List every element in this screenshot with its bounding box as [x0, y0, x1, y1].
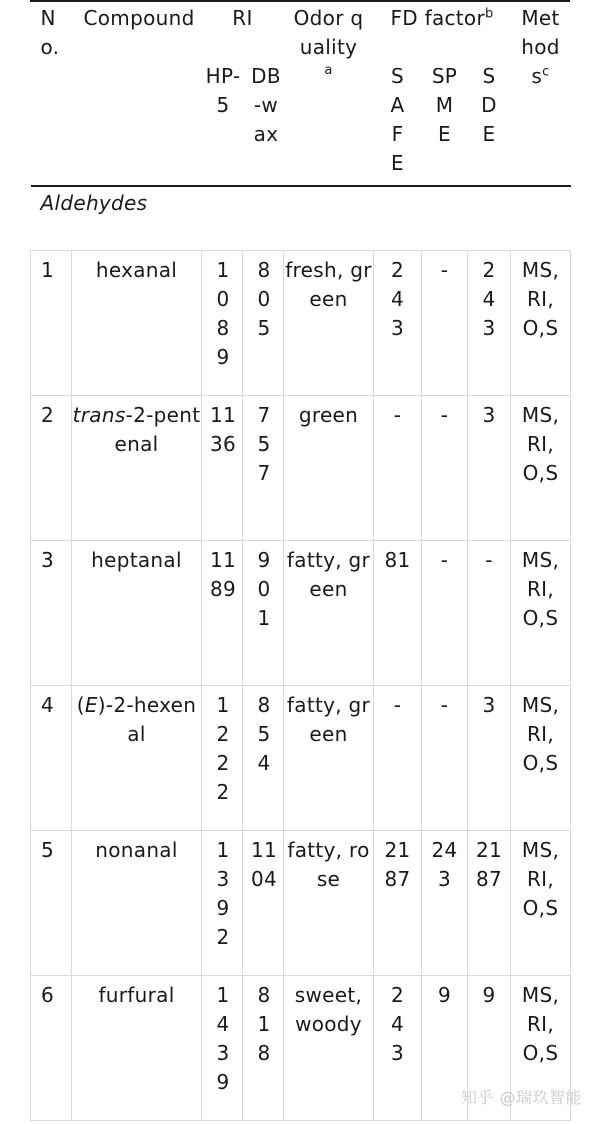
cell-fd-spme: -: [422, 540, 468, 685]
cell-compound: hexanal: [72, 250, 202, 395]
table-row: [31, 250, 571, 395]
cell-compound: heptanal: [72, 540, 202, 685]
cell-fd-spme: -: [422, 685, 468, 830]
cell-fd-spme: -: [422, 250, 468, 395]
cell-compound: nonanal: [72, 830, 202, 975]
cell-fd-sde: 3: [468, 395, 511, 540]
header-ri-dbwax: DB-wax: [243, 58, 284, 186]
cell-no: 1: [31, 250, 72, 395]
cell-fd-safe: 243: [374, 250, 422, 395]
header-no: No.: [31, 0, 72, 186]
watermark: 知乎 @瑞玖智能: [460, 1088, 582, 1107]
cell-odor: sweet, woody: [284, 975, 374, 1120]
table-row: [31, 830, 571, 975]
cell-fd-spme: -: [422, 395, 468, 540]
header-fd-spme: SPME: [422, 58, 468, 186]
cell-fd-spme: 9: [422, 975, 468, 1120]
header-odor-quality: [284, 0, 374, 186]
cell-no: 6: [31, 975, 72, 1120]
cell-odor: green: [284, 395, 374, 540]
cell-no: 2: [31, 395, 72, 540]
table-row: [31, 395, 571, 540]
cell-fd-safe: -: [374, 685, 422, 830]
header-methods: [511, 0, 571, 186]
cell-ri-hp5: 1136: [202, 395, 243, 540]
cell-compound: furfural: [72, 975, 202, 1120]
cell-methods: MS,RI,O,S: [511, 250, 571, 395]
cell-fd-sde: 3: [468, 685, 511, 830]
cell-fd-spme: 243: [422, 830, 468, 975]
compound-table: [30, 0, 571, 1121]
header-methods-label: Methods: [521, 6, 560, 88]
cell-odor: fatty, green: [284, 685, 374, 830]
cell-methods: MS,RI,O,S: [511, 975, 571, 1120]
cell-ri-hp5: 1089: [202, 250, 243, 395]
cell-ri-dbwax: 854: [243, 685, 284, 830]
cell-ri-hp5: 1189: [202, 540, 243, 685]
table-row: [31, 540, 571, 685]
header-row-top: [31, 0, 571, 58]
cell-compound: trans-2-pentenal: [72, 395, 202, 540]
header-fd-safe: SAFE: [374, 58, 422, 186]
cell-methods: MS,RI,O,S: [511, 830, 571, 975]
header-methods-footnote: c: [542, 64, 550, 80]
header-fd-label: FD factor: [390, 6, 485, 30]
cell-fd-sde: 9: [468, 975, 511, 1120]
cell-odor: fatty, green: [284, 540, 374, 685]
cell-odor: fatty, rose: [284, 830, 374, 975]
cell-no: 3: [31, 540, 72, 685]
cell-ri-hp5: 1222: [202, 685, 243, 830]
cell-fd-safe: 2187: [374, 830, 422, 975]
header-ri-hp5: HP-5: [202, 58, 243, 186]
cell-fd-safe: -: [374, 395, 422, 540]
header-fd-factor: [374, 0, 511, 58]
cell-no: 4: [31, 685, 72, 830]
cell-no: 5: [31, 830, 72, 975]
header-odor-footnote: a: [324, 63, 333, 78]
cell-ri-dbwax: 1104: [243, 830, 284, 975]
cell-fd-sde: 2187: [468, 830, 511, 975]
cell-fd-safe: 243: [374, 975, 422, 1120]
cell-fd-sde: 243: [468, 250, 511, 395]
cell-odor: fresh, green: [284, 250, 374, 395]
cell-ri-dbwax: 901: [243, 540, 284, 685]
cell-fd-safe: 81: [374, 540, 422, 685]
cell-methods: MS,RI,O,S: [511, 685, 571, 830]
cell-ri-dbwax: 818: [243, 975, 284, 1120]
header-ri: RI: [232, 6, 253, 30]
cell-methods: MS,RI,O,S: [511, 395, 571, 540]
cell-fd-sde: -: [468, 540, 511, 685]
cell-ri-hp5: 1392: [202, 830, 243, 975]
cell-methods: MS,RI,O,S: [511, 540, 571, 685]
compound-table-container: [30, 0, 570, 1121]
cell-ri-dbwax: 757: [243, 395, 284, 540]
header-compound: Compound: [72, 0, 202, 186]
cell-compound: (E)-2-hexenal: [72, 685, 202, 830]
header-fd-footnote: b: [485, 6, 494, 22]
cell-ri-hp5: 1439: [202, 975, 243, 1120]
header-odor-label: Odor quality: [293, 6, 364, 59]
cell-ri-dbwax: 805: [243, 250, 284, 395]
section-row: [31, 186, 571, 250]
header-fd-sde: SDE: [468, 58, 511, 186]
section-label: Aldehydes: [31, 186, 571, 250]
table-row: [31, 685, 571, 830]
